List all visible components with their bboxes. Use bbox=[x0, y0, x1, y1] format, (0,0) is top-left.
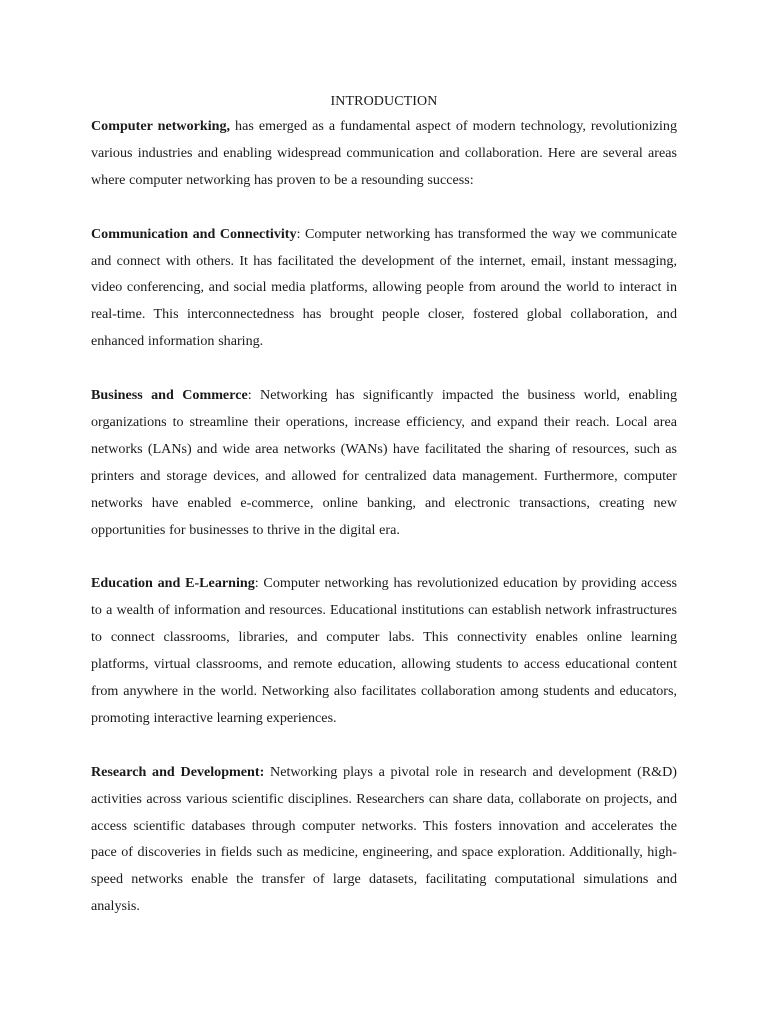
section-text: : Networking has significantly impacted the business world, enabling organizations to streamline their operations, increase efficiency, and expand their reach. Local area networks (LANs) and wide area networks (WANs) have facilitated the sharing of resources, such as printers and storage devices, and allowed for centralized data management. Furthermore, computer networks have enabled e-commerce, online banking, and electronic transactions, creating new opportunities for businesses to thrive in the digital era. bbox=[91, 387, 677, 538]
intro-lead: Computer networking, bbox=[91, 118, 231, 134]
section-text: Networking plays a pivotal role in research and development (R&D) activities across various scientific disciplines. Researchers can share data, collaborate on projects, and access scientific databases through computer networks. This fosters innovation and accelerates the pace of discoveries in fields such as medicine, engineering, and space exploration. Additionally, high-speed networks enable the transfer of large datasets, facilitating computational simulations and analysis. bbox=[91, 763, 678, 915]
document-title: INTRODUCTION bbox=[330, 94, 438, 109]
section-heading: Research and Development: bbox=[91, 763, 265, 780]
section-education bbox=[91, 570, 677, 731]
intro-paragraph bbox=[91, 113, 677, 194]
document-page bbox=[91, 92, 677, 947]
section-communication bbox=[91, 221, 677, 356]
section-research bbox=[91, 759, 677, 920]
intro-text: has emerged as a fundamental aspect of modern technology, revolutionizing various industries and enabling widespread communication and collaboration. Here are several areas where computer networking has proven to be a resounding success: bbox=[91, 118, 677, 188]
section-heading: Education and E-Learning bbox=[91, 575, 255, 592]
section-heading: Business and Commerce bbox=[91, 387, 248, 404]
section-heading: Communication and Connectivity bbox=[91, 225, 297, 242]
section-business bbox=[91, 382, 677, 543]
section-text: : Computer networking has transformed the way we communicate and connect with others. It has facilitated the development of the internet, email, instant messaging, video conferencing, and social media platforms, allowing people from around the world to interact in real-time. This interconnectedness has brought people closer, fostered global collaboration, and enhanced information sharing. bbox=[91, 225, 677, 350]
section-text: : Computer networking has revolutionized education by providing access to a wealth of information and resources. Educational institutions can establish network infrastructures to connect classrooms, libraries, and computer labs. This connectivity enables online learning platforms, virtual classrooms, and remote education, allowing students to access educational content from anywhere in the world. Networking also facilitates collaboration among students and educators, promoting interactive learning experiences. bbox=[91, 575, 677, 726]
